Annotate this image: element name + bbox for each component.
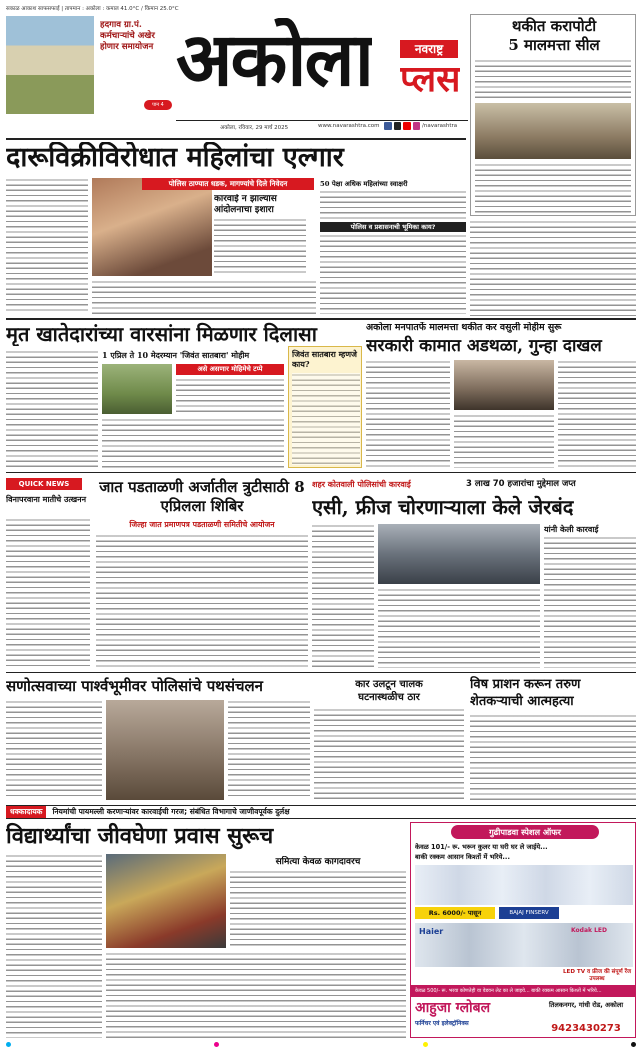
yellow-dot [423,1042,428,1047]
story6-col2 [228,700,310,800]
story8-text [470,714,636,800]
story1-box-head-1: 50 पेक्षा अधिक महिलांच्या स्वाक्षरी [320,180,408,188]
story5-kicker-2: 3 लाख 70 हजारांचा मुद्देमाल जप्त [466,479,576,489]
story2-sub2: असे असणार मोहिमेचे टप्पे [176,364,284,375]
story2-steps [176,378,284,414]
story9-bottom [106,952,406,1038]
story2-bottom [102,418,284,468]
black-dot [631,1042,636,1047]
story5-col2 [378,588,540,668]
story1-box-text-2 [320,234,466,314]
registration-dots [6,1042,636,1048]
ad-address: तिलकनगर, गांधी रोड, अकोला [548,1001,624,1009]
story4-text [96,534,308,668]
story5-headline: एसी, फ्रीज चोरणाऱ्याला केले जेरबंद [312,495,574,519]
story2-box [288,346,362,468]
story9-box-head: समित्या केवळ कागदावरच [275,857,361,867]
story7-headline-1: कार उलटून चालक [355,679,423,690]
right-col-text [470,220,636,316]
story3-col1 [366,360,450,468]
story2-box-text [292,373,360,465]
instagram-icon [413,122,421,130]
story3-col3 [558,360,636,468]
story9-col1 [6,854,102,1038]
weather-line: सकाळ आकाश साफसफाई | तापमान : अकोला : कमाल 41.0°C / किमान 25.0°C [6,6,179,12]
story5-col1 [312,524,374,668]
story2-photo [102,364,172,414]
youtube-icon [403,122,411,130]
ad-brand-2: Kodak LED [571,927,607,934]
story9-photo [106,854,226,948]
ad-line-1: केवळ 101/- रू. भरून कुलर या घरी घर ले जाईये... [415,843,548,851]
twitter-icon [394,122,402,130]
story3-col2 [454,414,554,468]
ad-price: Rs. 6000/- पासून [415,907,495,919]
story1-photo [92,178,212,276]
rule-1 [6,138,466,140]
social-handle: /navarashtra [422,123,458,129]
story5-kicker: शहर कोतवाली पोलिसांची कारवाई [312,480,411,489]
story5-side-text [544,536,636,668]
story2-sub: 1 एप्रिल ते 10 मेदरम्यान 'जिवंत सातबारा' मोहीम [102,350,250,360]
right-box-title-1: थकीत करापोटी [511,17,597,35]
story1-col1 [6,178,88,314]
story5-side: यांनी केली कारवाई [544,524,599,534]
story1-kicker: पोलिस ठाण्यात धडक, मागण्यांचे दिले निवेदन [142,178,314,190]
story6-photo [106,700,224,800]
story1-box-text-1 [320,190,466,220]
alert-tag: धक्कादायक [6,806,46,818]
teaser-title: हदगाव ग्रा.पं. कर्मचाऱ्यांचे अखेर होणार समायोजन [100,20,155,52]
rule-3 [6,472,636,473]
story8-headline-2: शेतकऱ्याची आत्महत्या [470,694,574,709]
story5-photo [378,524,540,584]
story6-headline: सणोत्सवाच्या पार्श्वभूमीवर पोलिसांचे पथसंचलन [6,677,263,695]
date-line: अकोला, रविवार, 29 मार्च 2025 [220,125,289,131]
story4-sub: जिल्हा जात प्रमाणपत्र पडताळणी समितीचे आयोजन [129,520,275,529]
story9-headline: विद्यार्थ्यांचा जीवघेणा प्रवास सुरूच [6,823,274,849]
masthead-rule [176,120,468,121]
ad-shop: आहुजा ग्लोबल [415,1000,491,1016]
story8-headline-1: विष प्राशन करून तरुण [470,677,581,692]
alert-text: नियमांची पायमल्ली करणाऱ्यांवर कारवाईची गरज; संबंधित विभागाचे जाणीवपूर्वक दुर्लक्ष [52,807,290,816]
quick-title: विनापरवाना मातीचे उत्खनन [6,494,87,504]
ad-title: गुढीपाडवा स्पेशल ऑफर [451,825,599,839]
story2-headline: मृत खातेदारांच्या वारसांना मिळणार दिलासा [6,322,317,346]
website: www.navarashtra.com [318,123,380,129]
ad-brand-1: Haier [419,927,444,936]
right-box-text [475,59,631,99]
cyan-dot [6,1042,11,1047]
story9-box-text [230,870,406,948]
story1-side-text [214,218,306,276]
right-box-text-2 [475,163,631,213]
story1-side-head: कारवाई न झाल्यास आंदोलनाचा इशारा [214,194,277,215]
quick-label: QUICK NEWS [6,478,82,490]
teaser-page: पान 4 [144,100,172,110]
story1-headline: दारूविक्रीविरोधात महिलांचा एल्गार [6,142,344,173]
ad-line-2: बाकी रक्कम आसान किश्तों में भरिये... [415,853,510,861]
alert-banner [6,805,636,819]
teaser-photo [6,16,94,114]
story2-col1 [6,350,98,470]
facebook-icon [384,122,392,130]
story7-headline-2: घटनास्थळीच ठार [358,692,420,703]
logo-tag-2: प्लस [400,58,461,100]
story6-col1 [6,700,102,800]
story1-col-bottom [92,280,316,316]
story1-box-head-2: पोलिस व प्रशासनाची भूमिका काय? [320,222,466,232]
rule-2 [6,318,636,320]
rule-4 [6,672,636,673]
ad-products-row-1 [415,865,633,905]
story4-headline: जात पडताळणी अर्जातील त्रुटीसाठी 8 एप्रिलला शिबिर [99,478,305,515]
story3-headline-2: सरकारी कामात अडथळा, गुन्हा दाखल [366,336,602,356]
quick-text [6,518,90,668]
right-box [470,14,636,216]
magenta-dot [214,1042,219,1047]
ad-phone: 9423430273 [551,1023,621,1034]
ad-bank: BAJAJ FINSERV [499,907,559,919]
ad-tv: LED TV व फ्रीज की संपूर्ण रेंज उपलब्ध [562,969,632,982]
logo-tag-1: नवराष्ट्र [400,40,458,58]
story3-headline: अकोला मनपातर्फे मालमत्ता थकीत कर वसुली मोहीम सुरू [366,322,562,333]
story7-text [314,708,464,800]
social-icons [384,122,420,130]
story2-box-title: जिवंत सातबारा म्हणजे काय? [292,349,357,369]
ad-strip: केवळ 500/- रू. भरवा कोणतेही वा वेडवन लेट का ले जाइये... बाकी रक्कम आसान किश्तों में भरिये... [411,985,636,997]
story3-photo [454,360,554,410]
ad-shop-sub: फर्निचर एवं इलेक्ट्रॉनिक्स [415,1020,469,1027]
right-box-title-2: 5 मालमत्ता सील [508,36,600,54]
ad-block [410,822,636,1038]
right-box-photo [475,103,631,159]
logo-main: अकोला [176,18,372,102]
